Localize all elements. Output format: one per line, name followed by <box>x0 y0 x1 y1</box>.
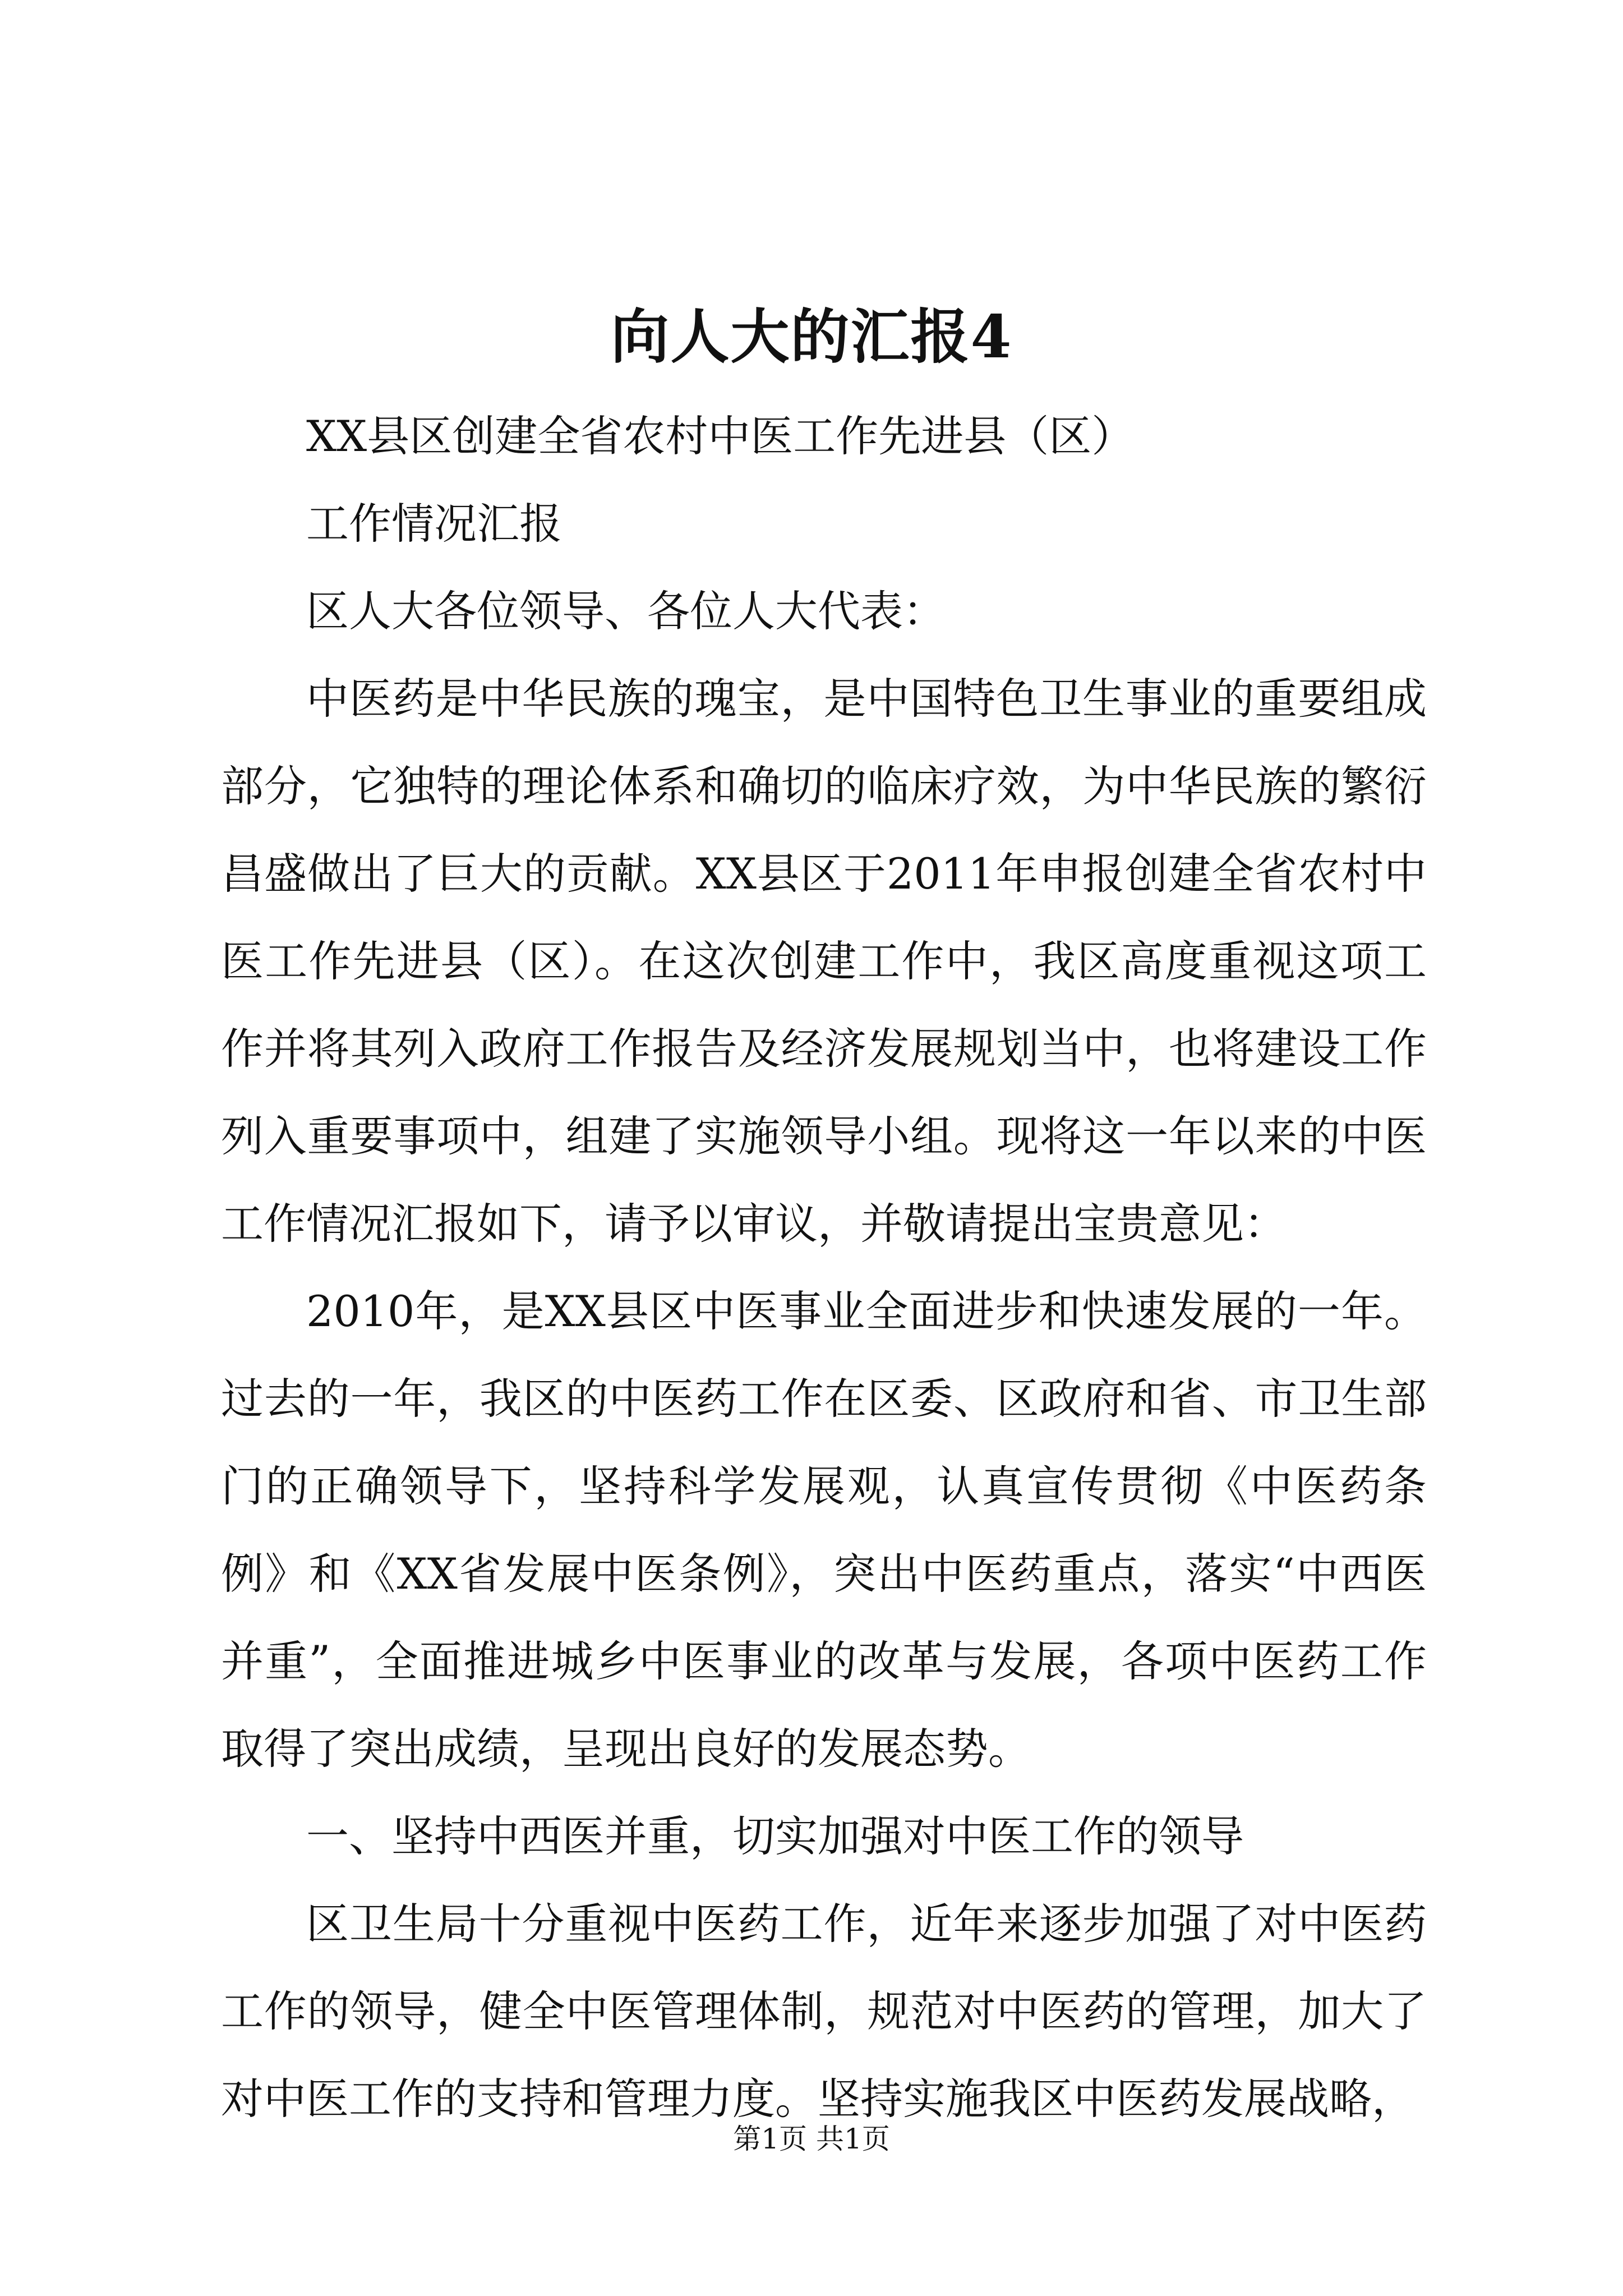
paragraph-report-heading: 工作情况汇报 <box>306 499 562 549</box>
paragraph-salutation: 区人大各位领导、各位人大代表： <box>306 586 946 636</box>
paragraph-section-1: 区卫生局十分重视中医药工作，近年来逐步加强了对中医药工作的领导，健全中医管理体制，规范对中医药的管理，加大了对中医工作的支持和管理力度。坚持实施我区中医药发展战略， <box>221 1899 1427 2124</box>
document-title: 向人大的汇报4 <box>610 302 1013 371</box>
section-heading-1: 一、坚持中西医并重，切实加强对中医工作的领导 <box>306 1811 1244 1861</box>
document-body <box>221 393 1427 2143</box>
paragraph-intro: 中医药是中华民族的瑰宝，是中国特色卫生事业的重要组成部分，它独特的理论体系和确切的临床疗效，为中华民族的繁衍昌盛做出了巨大的贡献。XX县区于2011年申报创建全省农村中医工作先进县（区）。在这次创建工作中，我区高度重视这项工作并将其列入政府工作报告及经济发展规划当中，也将建设工作列入重要事项中，组建了实施领导小组。现将这一年以来的中医工作情况汇报如下，请予以审议，并敬请提出宝贵意见： <box>221 674 1427 1249</box>
paragraph-subtitle: XX县区创建全省农村中医工作先进县（区） <box>306 411 1135 461</box>
paragraph-2010-summary: 2010年，是XX县区中医事业全面进步和快速发展的一年。过去的一年，我区的中医药工作在区委、区政府和省、市卫生部门的正确领导下，坚持科学发展观，认真宣传贯彻《中医药条例》和《XX省发展中医条例》，突出中医药重点，落实“中西医并重”，全面推进城乡中医事业的改革与发展，各项中医药工作取得了突出成绩，呈现出良好的发展态势。 <box>221 1286 1427 1774</box>
page-footer: 第1页 共1页 <box>733 2123 890 2155</box>
